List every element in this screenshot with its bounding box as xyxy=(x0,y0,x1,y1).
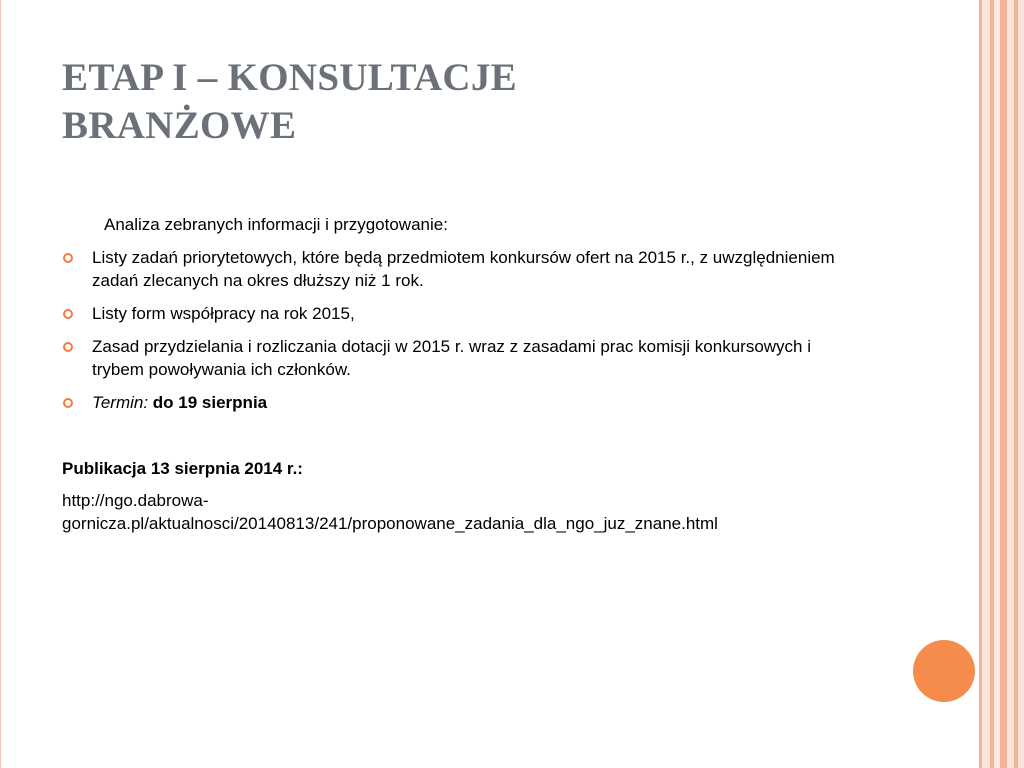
stripe-5 xyxy=(1000,0,1007,768)
bullet-item-priority-tasks xyxy=(62,246,862,292)
slide-title-line-1: ETAP I – KONSULTACJE xyxy=(62,56,517,99)
deadline-value: do 19 sierpnia xyxy=(152,393,268,412)
deadline-text xyxy=(92,391,862,414)
bullet-circle-icon xyxy=(63,398,73,408)
publication-heading: Publikacja 13 sierpnia 2014 r.: xyxy=(62,459,303,478)
right-decorative-stripes xyxy=(979,0,1024,768)
orange-circle-decoration xyxy=(913,640,975,702)
bullet-item-cooperation-forms xyxy=(62,302,862,325)
slide-title-line-2: BRANŻOWE xyxy=(62,104,297,147)
publication-link[interactable] xyxy=(62,489,718,535)
bullet-circle-icon xyxy=(63,342,73,352)
bullet-item-grant-rules xyxy=(62,335,862,381)
publication-link-line-2: gornicza.pl/aktualnosci/20140813/241/proponowane_zadania_dla_ngo_juz_znane.html xyxy=(62,514,718,533)
bullet-text: Listy form współpracy na rok 2015, xyxy=(92,304,355,323)
bullet-text: Zasad przydzielania i rozliczania dotacji w 2015 r. wraz z zasadami prac komisji konkursowych i trybem powoływania ich członków. xyxy=(92,337,812,379)
stripe-2 xyxy=(982,0,990,768)
slide-title xyxy=(62,54,922,150)
stripe-6 xyxy=(1007,0,1014,768)
publication-link-line-1: http://ngo.dabrowa- xyxy=(62,491,209,510)
bullet-list xyxy=(62,246,862,424)
bullet-text: Listy zadań priorytetowych, które będą przedmiotem konkursów ofert na 2015 r., z uwzględnieniem zadań zlecanych na okres dłuższy niż 1 rok. xyxy=(92,248,835,290)
bullet-circle-icon xyxy=(63,253,73,263)
stripe-8 xyxy=(1018,0,1024,768)
left-border-line xyxy=(0,0,1,768)
bullet-item-deadline xyxy=(62,391,862,414)
intro-text: Analiza zebranych informacji i przygotowanie: xyxy=(104,215,448,234)
bullet-circle-icon xyxy=(63,309,73,319)
deadline-label: Termin: xyxy=(92,393,149,412)
